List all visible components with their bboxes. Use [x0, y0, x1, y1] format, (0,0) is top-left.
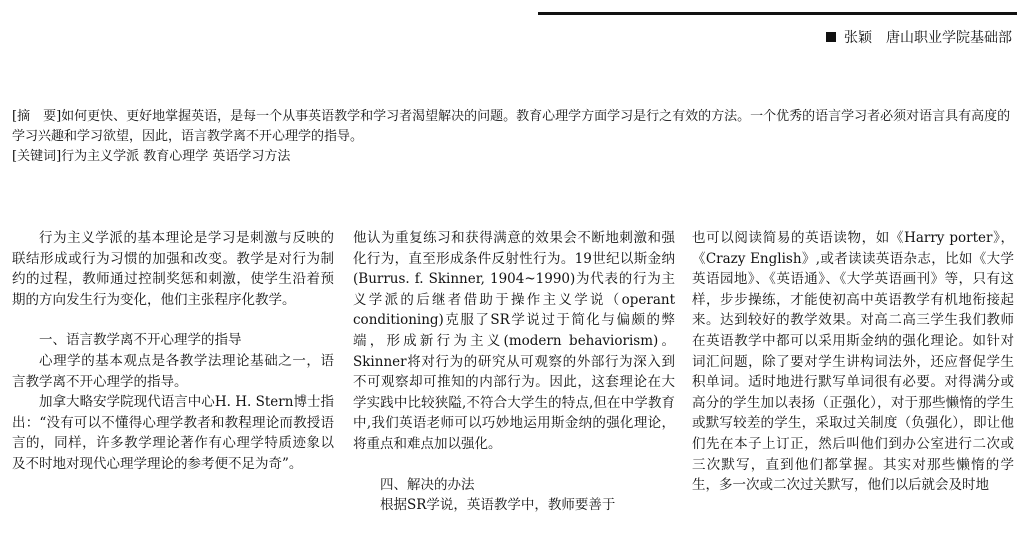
- section-heading: 一、语言教学离不开心理学的指导: [39, 332, 242, 349]
- author-text: 张颖 唐山职业学院基础部: [844, 30, 1012, 46]
- header-rule: [538, 12, 1017, 15]
- author-line: [826, 27, 1012, 47]
- abstract-text: [摘 要]如何更快、更好地掌握英语，是每一个从事英语教学和学习者渴望解决的问题。教育心理学方面学习是行之有效的方法。一个优秀的语言学习者必须对语言具有高度的学习兴趣和学习欲望，因此，语言教学离不开心理学的指导。: [12, 109, 1011, 144]
- paragraph: 加拿大略安学院现代语言中心H. H. Stern博士指出：“没有可以不懂得心理学教者和教程理论而教授语言的，同样，许多教学理论著作有心理学特质迹象以及不时地对现代心理学理论的参考便不足为奇”。: [12, 394, 334, 472]
- body-column-3: [692, 228, 1014, 496]
- paragraph: 行为主义学派的基本理论是学习是刺激与反映的联结形成或行为习惯的加强和改变。教学是对行为制约的过程，教师通过控制奖惩和刺激，使学生沿着预期的方向发生行为变化，他们主张程序化教学。: [12, 230, 334, 308]
- paragraph: 根据SR学说，英语教学中，教师要善于: [380, 497, 616, 514]
- paragraph: 他认为重复练习和获得满意的效果会不断地刺激和强化行为，直至形成条件反射性行为。19世纪以斯金纳(Burrus. f. Skinner, 1904~1990)为代表的行为主义学派的后继者借助于操作主义学说（operant conditioning)克服了SR学说过于简化与偏颇的弊端，形成新行为主义(modern behaviorism)。Skinner将对行为的研究从可观察的外部行为深入到不可观察却可推知的内部行为。因此，这套理论在大学实践中比较狭隘,不符合大学生的特点,但在中学教育中,我们英语老师可以巧妙地运用斯金纳的强化理论，将重点和难点加以强化。: [353, 230, 675, 452]
- paragraph: 也可以阅读简易的英语读物，如《Harry porter》，《Crazy English》,或者读读英语杂志，比如《大学英语园地》、《英语通》、《大学英语画刊》等，只有这样，步步操练，才能使初高中英语教学有机地衔接起来。达到较好的教学效果。对高二高三学生我们教师在英语教学中都可以采用斯金纳的强化理论。如针对词汇问题，除了要对学生讲构词法外，还应督促学生积单词。适时地进行默写单词很有必要。对得满分或高分的学生加以表扬（正强化），对于那些懒惰的学生或默写较差的学生，采取过关制度（负强化），即让他们先在本子上订正，然后叫他们到办公室进行二次或三次默写，直到他们都掌握。其实对那些懒惰的学生，多一次或二次过关默写，他们以后就会及时地: [692, 230, 1014, 494]
- section-heading: 四、解决的办法: [380, 476, 475, 493]
- paragraph: 心理学的基本观点是各教学法理论基础之一，语言教学离不开心理学的指导。: [12, 352, 334, 390]
- square-bullet-icon: [826, 32, 836, 42]
- body-column-1: [12, 228, 334, 475]
- keywords-text: [关键词]行为主义学派 教育心理学 英语学习方法: [12, 149, 291, 164]
- body-column-2: [353, 228, 675, 516]
- abstract-block: [12, 107, 1016, 167]
